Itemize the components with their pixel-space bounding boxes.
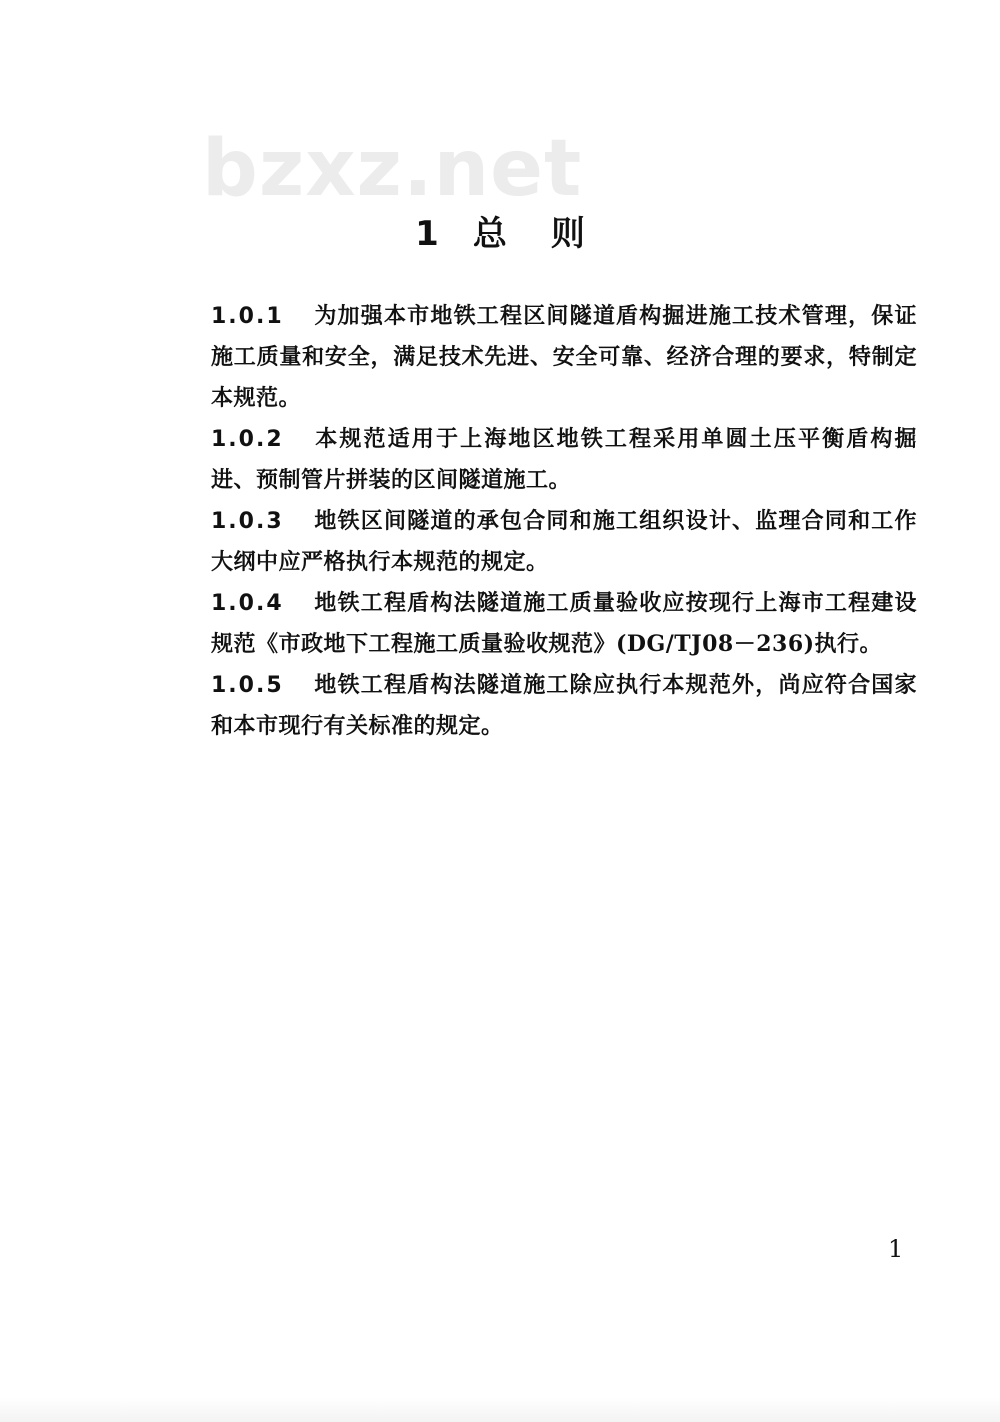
clause-number: 1.0.3 <box>211 509 284 534</box>
watermark-logo: bzxz.net <box>202 124 583 214</box>
clause-1-0-3 <box>211 501 917 583</box>
scan-bottom-edge <box>0 1398 1000 1422</box>
clause-number: 1.0.4 <box>211 591 284 616</box>
clause-number: 1.0.5 <box>211 673 284 698</box>
chapter-title: 总则 <box>472 214 629 254</box>
page-number: 1 <box>888 1235 904 1263</box>
clause-text: 地铁区间隧道的承包合同和施工组织设计、监理合同和工作大纲中应严格执行本规范的规定。 <box>211 508 917 575</box>
clause-1-0-1 <box>211 296 917 419</box>
chapter-heading <box>0 212 1000 256</box>
clause-text: 地铁工程盾构法隧道施工除应执行本规范外，尚应符合国家和本市现行有关标准的规定。 <box>211 672 917 739</box>
clause-list <box>211 296 917 747</box>
clause-text: 为加强本市地铁工程区间隧道盾构掘进施工技术管理，保证施工质量和安全，满足技术先进、安全可靠、经济合理的要求，特制定本规范。 <box>211 303 917 411</box>
clause-1-0-2 <box>211 419 917 501</box>
clause-text: 本规范适用于上海地区地铁工程采用单圆土压平衡盾构掘进、预制管片拼装的区间隧道施工。 <box>211 426 917 493</box>
clause-1-0-5 <box>211 665 917 747</box>
clause-text: 地铁工程盾构法隧道施工质量验收应按现行上海市工程建设规范《市政地下工程施工质量验收规范》(DG/TJ08－236)执行。 <box>211 590 917 657</box>
clause-number: 1.0.1 <box>211 304 284 329</box>
clause-number: 1.0.2 <box>211 427 284 452</box>
chapter-number: 1 <box>415 214 439 254</box>
clause-1-0-4 <box>211 583 917 665</box>
